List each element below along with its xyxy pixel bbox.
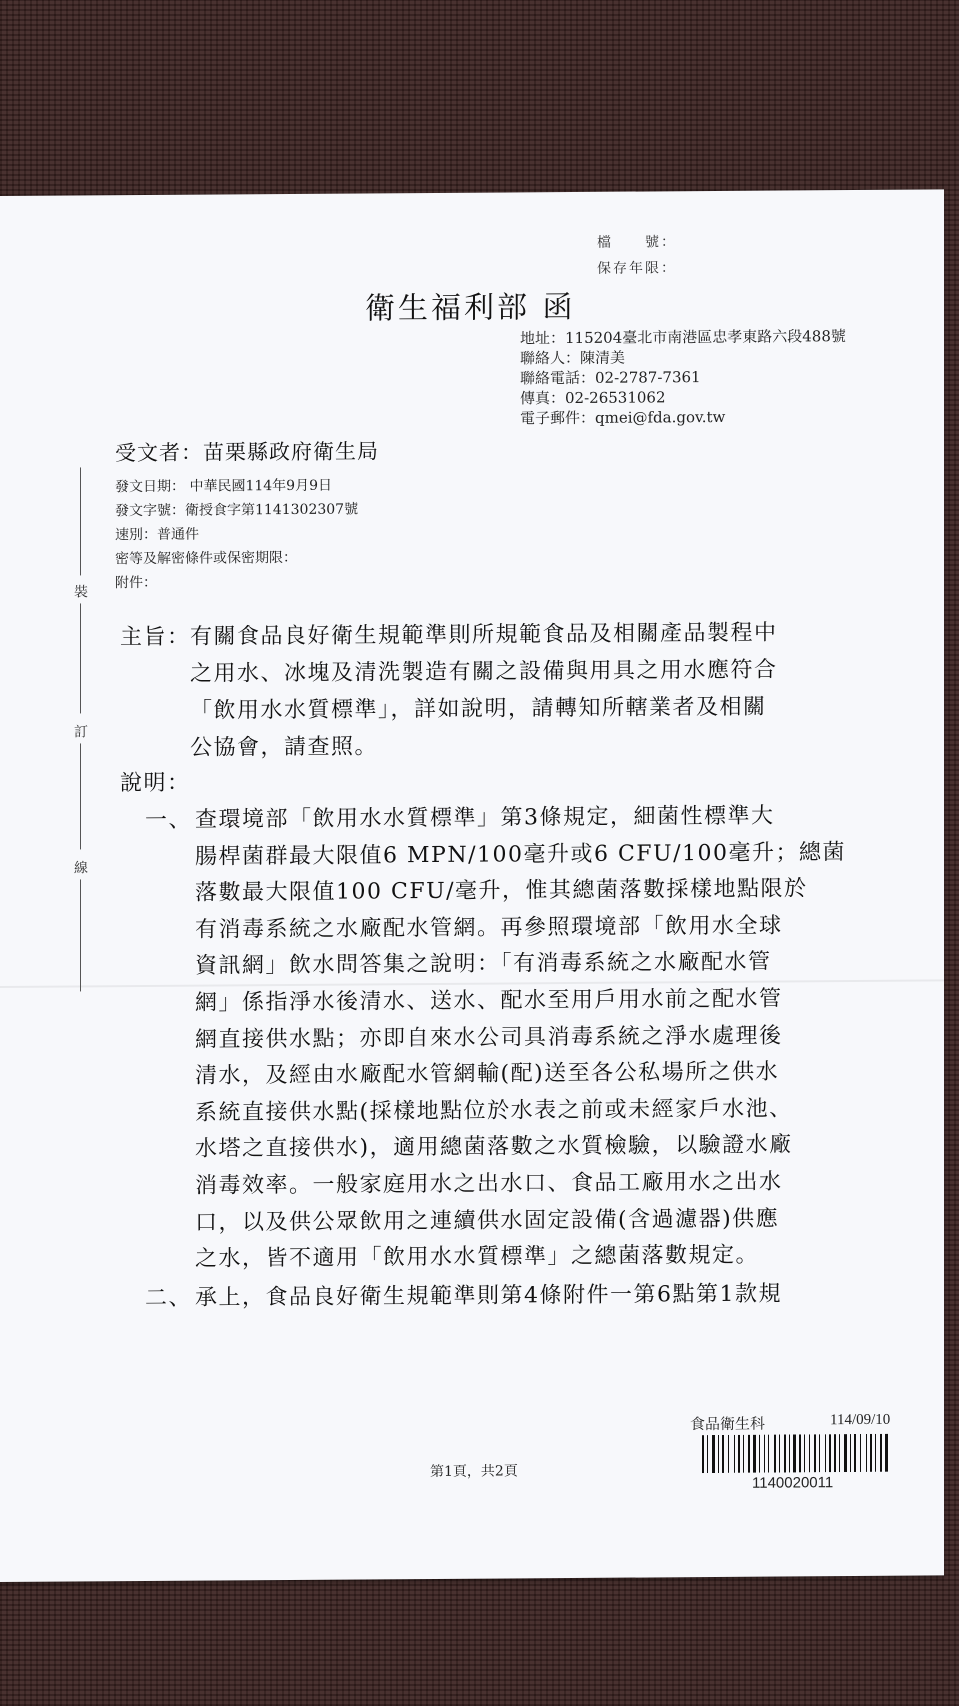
binding-line-mid1 xyxy=(80,603,81,713)
issue-meta xyxy=(115,474,358,596)
binding-line-mid2 xyxy=(80,743,81,849)
attachment: 附件： xyxy=(115,574,157,592)
item1-line: 腸桿菌群最大限值6 MPN/100毫升或6 CFU/100毫升；總菌 xyxy=(195,839,847,870)
item1-line: 之水，皆不適用「飲用水水質標準」之總菌落數規定。 xyxy=(195,1242,760,1272)
item1-line: 網直接供水點；亦即自來水公司具消毒系統之淨水處理後 xyxy=(195,1023,783,1053)
item1-line: 網」係指淨水後清水、送水、配水至用戶用水前之配水管 xyxy=(195,986,783,1016)
item1-line: 消毒效率。一般家庭用水之出水口、食品工廠用水之出水 xyxy=(195,1169,783,1199)
document-sheet xyxy=(0,189,944,1582)
item1-line: 系統直接供水點(採樣地點位於水表之前或未經家戶水池、 xyxy=(195,1096,793,1126)
item1-line: 有消毒系統之水廠配水管網。再參照環境部「飲用水全球 xyxy=(195,913,783,943)
subject-line: 之用水、冰塊及清洗製造有關之設備與用具之用水應符合 xyxy=(190,657,778,687)
subject-line: 有關食品良好衛生規範準則所規範食品及相關產品製程中 xyxy=(190,620,778,650)
item1-line: 落數最大限值100 CFU/毫升，惟其總菌落數採樣地點限於 xyxy=(195,876,808,906)
item1-text xyxy=(195,798,846,1278)
item1-line: 查環境部「飲用水水質標準」第3條規定，細菌性標準大 xyxy=(195,803,775,833)
subject-line: 「飲用水水質標準」，詳如說明，請轉知所轄業者及相關 xyxy=(190,694,767,724)
page-number: 第1頁，共2頁 xyxy=(430,1463,518,1480)
contact-block xyxy=(520,326,846,428)
footer-date: 114/09/10 xyxy=(830,1411,891,1429)
subject-line: 公協會，請查照。 xyxy=(190,734,379,761)
binding-mark-xian: 線 xyxy=(74,860,88,877)
binding-line-bottom xyxy=(80,879,81,991)
item2-marker: 二、 xyxy=(145,1285,193,1311)
contact-address: 地址：115204臺北市南港區忠孝東路六段488號 xyxy=(520,327,846,348)
document-title: 衛生福利部 函 xyxy=(365,289,576,327)
contact-person: 聯絡人：陳清美 xyxy=(520,348,626,368)
contact-email: 電子郵件：qmei@fda.gov.tw xyxy=(520,407,726,428)
delivery-speed: 速別：普通件 xyxy=(115,526,199,544)
item1-marker: 一、 xyxy=(145,807,193,833)
barcode xyxy=(700,1434,890,1473)
item1-line: 清水，及經由水廠配水管網輸(配)送至各公私場所之供水 xyxy=(195,1059,780,1089)
footer-section: 食品衛生科 xyxy=(690,1414,766,1434)
explanation-label: 說明： xyxy=(120,770,191,797)
recipient: 受文者：苗栗縣政府衛生局 xyxy=(115,439,379,466)
binding-mark-zhuang: 裝 xyxy=(74,584,88,601)
retention-period-label: 保存年限： xyxy=(597,260,677,277)
barcode-number: 1140020011 xyxy=(752,1474,834,1492)
file-number-label: 檔 號： xyxy=(597,234,677,251)
binding-mark-ding: 訂 xyxy=(74,724,88,741)
item1-line: 水塔之直接供水)，適用總菌落數之水質檢驗，以驗證水廠 xyxy=(195,1132,793,1162)
subject-text xyxy=(190,615,778,767)
document-number: 發文字號：衛授食字第1141302307號 xyxy=(115,501,359,520)
issue-date: 發文日期： 中華民國114年9月9日 xyxy=(115,477,332,496)
subject-label: 主旨： xyxy=(120,624,191,651)
item1-line: 資訊網」飲水問答集之說明：「有消毒系統之水廠配水管 xyxy=(195,949,772,980)
secrecy-level: 密等及解密條件或保密期限： xyxy=(115,549,297,568)
contact-fax: 傳真：02-26531062 xyxy=(520,388,666,408)
item2-line: 承上，食品良好衛生規範準則第4條附件一第6點第1款規 xyxy=(195,1281,782,1311)
binding-line-top xyxy=(80,467,81,575)
item1-line: 口，以及供公眾飲用之連續供水固定設備(含過濾器)供應 xyxy=(195,1206,780,1236)
contact-phone: 聯絡電話：02-2787-7361 xyxy=(520,368,701,388)
